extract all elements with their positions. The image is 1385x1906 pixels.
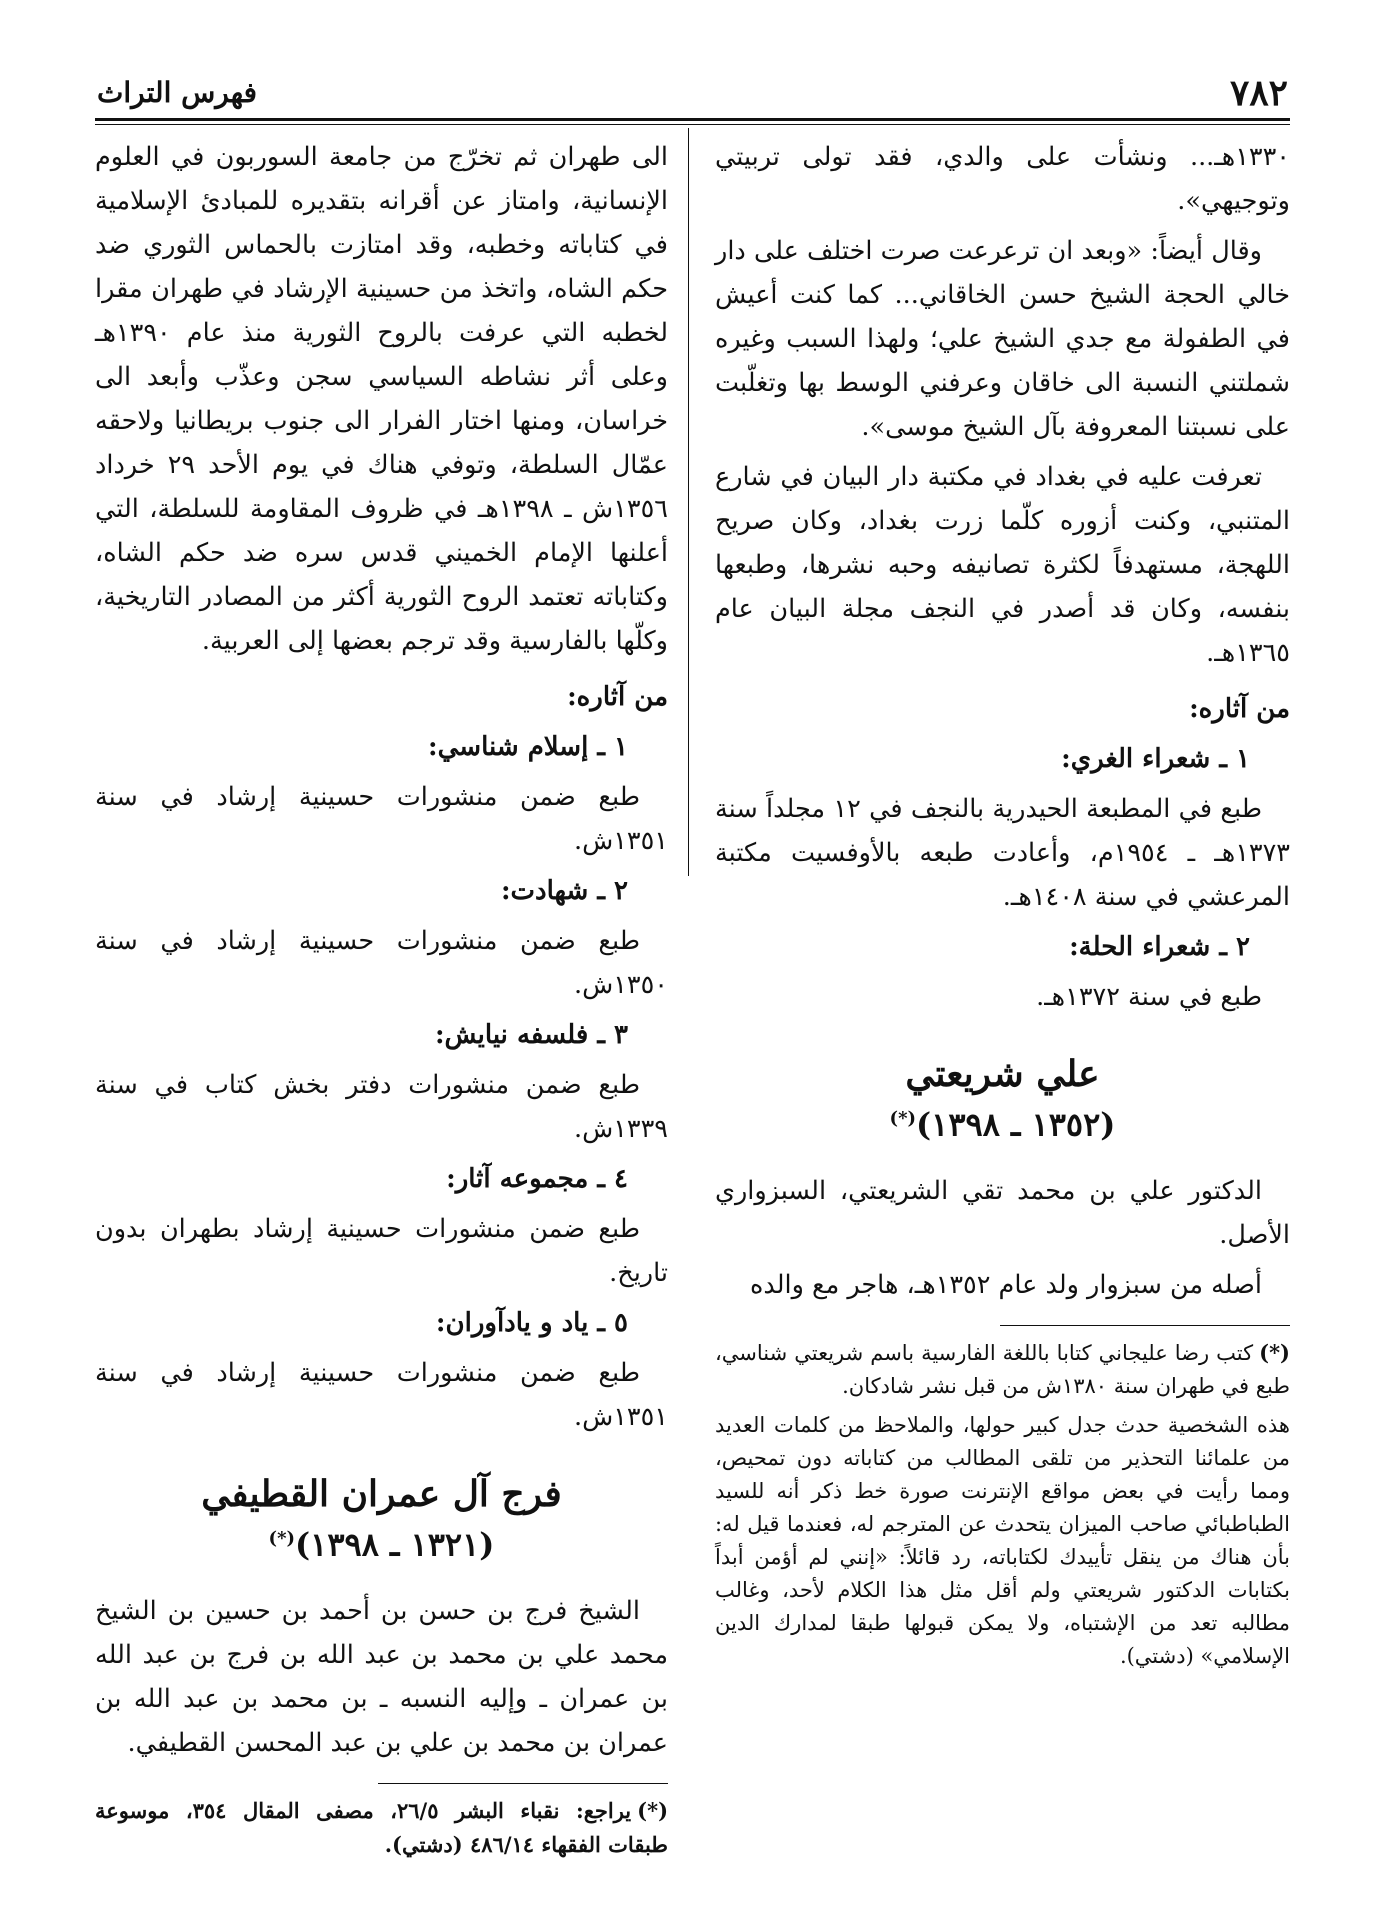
paragraph: أصله من سبزوار ولد عام ١٣٥٢هـ، هاجر مع والده xyxy=(749,1269,1262,1300)
header-rule xyxy=(95,118,1290,121)
work-title: ٥ ـ ياد و يادآوران: xyxy=(435,1308,628,1338)
paragraph: تعرفت عليه في بغداد في مكتبة دار البيان في شارع المتنبي، وكنت أزوره كلّما زرت بغداد، وكان صريح اللهجة، مستهدفاً لكثرة تصانيفه وحبه نشرها، وطبعها بنفسه، وكان قد أصدر في النجف مجلة البيان عام ١٣٦٥هـ. xyxy=(715,462,1290,668)
work-title: ٤ ـ مجموعه آثار: xyxy=(446,1164,628,1194)
footnote xyxy=(95,1794,668,1862)
footnote-text: كتب رضا عليجاني كتابا باللغة الفارسية باسم شريعتي شناسي، طبع في طهران سنة ١٣٨٠ش من قبل نشر شادكان. xyxy=(715,1340,1290,1398)
header-rule-thin xyxy=(95,124,1290,125)
works-heading: من آثاره: xyxy=(1189,694,1290,724)
work-text: طبع ضمن منشورات حسينية إرشاد بطهران بدون تاريخ. xyxy=(95,1214,668,1288)
biography-dates xyxy=(715,1097,1290,1147)
footnote-rule xyxy=(378,1783,668,1784)
work-text: طبع ضمن منشورات حسينية إرشاد في سنة ١٣٥١ش. xyxy=(95,1358,668,1432)
right-column xyxy=(715,135,1290,1679)
footnote-mark: (*) xyxy=(1259,1339,1290,1365)
running-title: فهرس التراث xyxy=(97,76,258,109)
paragraph: الى طهران ثم تخرّج من جامعة السوربون في العلوم الإنسانية، وامتاز عن أقرانه بتقديره للمبادئ الإسلامية في كتاباته وخطبه، وقد امتازت بالحماس الثوري ضد حكم الشاه، واتخذ من حسينية الإرشاد في طهران مقرا لخطبه التي عرفت بالروح الثورية منذ عام ١٣٩٠هـ وعلى أثر نشاطه السياسي سجن وعذّب وأبعد الى خراسان، ومنها اختار الفرار الى جنوب بريطانيا ولاحقه عمّال السلطة، وتوفي هناك في يوم الأحد ٢٩ خرداد ١٣٥٦ش ـ ١٣٩٨هـ في ظروف المقاومة للسلطة، التي أعلنها الإمام الخميني قدس سره ضد حكم الشاه، وكتاباته تعتمد الروح الثورية أكثر من المصادر التاريخية، وكلّها بالفارسية وقد ترجم بعضها إلى العربية. xyxy=(95,142,668,656)
work-title: ٣ ـ فلسفه نيايش: xyxy=(434,1020,628,1050)
paragraph: وقال أيضاً: «وبعد ان ترعرعت صرت اختلف على دار خالي الحجة الشيخ حسن الخاقاني... كما كنت أعيش في الطفولة مع جدي الشيخ علي؛ ولهذا السبب وغيره شملتني النسبة الى خاقان وعرفني الوسط بها وتغلّبت على نسبتنا المعروفة بآل الشيخ موسى». xyxy=(715,236,1290,442)
work-text: طبع ضمن منشورات دفتر بخش كتاب في سنة ١٣٣٩ش. xyxy=(95,1070,668,1144)
biography-dates xyxy=(95,1517,668,1567)
footnote xyxy=(715,1336,1290,1673)
works-heading: من آثاره: xyxy=(567,682,668,712)
biography-title: فرج آل عمران القطيفي xyxy=(201,1473,562,1515)
column-divider xyxy=(688,128,689,876)
work-text: طبع في المطبعة الحيدرية بالنجف في ١٢ مجلداً سنة ١٣٧٣هـ ـ ١٩٥٤م، وأعادت طبعه بالأوفسيت مكتبة المرعشي في سنة ١٤٠٨هـ. xyxy=(715,794,1290,912)
footnote-ref: (*) xyxy=(268,1528,295,1549)
work-text: طبع ضمن منشورات حسينية إرشاد في سنة ١٣٥٠ش. xyxy=(95,926,668,1000)
footnote-paragraph xyxy=(715,1336,1290,1403)
footnote-mark: (*) xyxy=(637,1797,669,1823)
work-title: ١ ـ شعراء الغري: xyxy=(1061,744,1250,774)
dates: (١٣٢١ ـ ١٣٩٨) xyxy=(295,1525,495,1564)
footnote-paragraph: هذه الشخصية حدث جدل كبير حولها، والملاحظ من كلمات العديد من علمائنا التحذير من تلقى المطالب من كتاباته دون تمحيص، ومما رأيت في بعض مواقع الإنترنت صورة خط ذكر أنه للسيد الطباطبائي صاحب الميزان يتحدث عن المترجم له، فعندما قيل له: بأن هناك من ينقل تأييدك لكتاباته، رد قائلاً: «إنني لم أؤمن أبداً بكتابات الدكتور شريعتي ولم أقل مثل هذا الكلام لأحد، وغالب مطالبه تعد من الإشتباه، ولا يمكن قبولها طبقا لمدارك الدين الإسلامي» (دشتي). xyxy=(715,1412,1290,1668)
footnote-rule xyxy=(1000,1325,1290,1326)
work-title: ٢ ـ شعراء الحلة: xyxy=(1069,932,1250,962)
paragraph: الشيخ فرج بن حسن بن أحمد بن حسين بن الشيخ محمد علي بن محمد بن عبد الله بن فرج بن عبد الله بن عمران ـ وإليه النسبه ـ بن محمد بن عبد الله بن عمران بن محمد بن علي بن عبد المحسن القطيفي. xyxy=(95,1595,668,1758)
paragraph: الدكتور علي بن محمد تقي الشريعتي، السبزواري الأصل. xyxy=(715,1175,1290,1250)
footnote-text: يراجع: نقباء البشر ٢٦/٥، مصفى المقال ٣٥٤، موسوعة طبقات الفقهاء ٤٨٦/١٤ (دشتي). xyxy=(95,1797,668,1857)
dates: (١٣٥٢ ـ ١٣٩٨) xyxy=(916,1105,1116,1144)
footnote-ref: (*) xyxy=(889,1108,916,1129)
work-text: طبع ضمن منشورات حسينية إرشاد في سنة ١٣٥١ش. xyxy=(95,782,668,856)
paragraph: ١٣٣٠هـ... ونشأت على والدي، فقد تولى تربيتي وتوجيهي». xyxy=(715,142,1290,216)
biography-title: علي شريعتي xyxy=(905,1053,1100,1095)
work-text: طبع في سنة ١٣٧٢هـ. xyxy=(1036,982,1262,1012)
work-title: ٢ ـ شهادت: xyxy=(500,876,628,906)
footnote-paragraph xyxy=(95,1794,668,1862)
work-title: ١ ـ إسلام شناسي: xyxy=(428,732,628,762)
left-column xyxy=(95,135,668,1868)
page-number: ٧٨٢ xyxy=(1229,72,1288,114)
page-header xyxy=(95,72,1290,116)
